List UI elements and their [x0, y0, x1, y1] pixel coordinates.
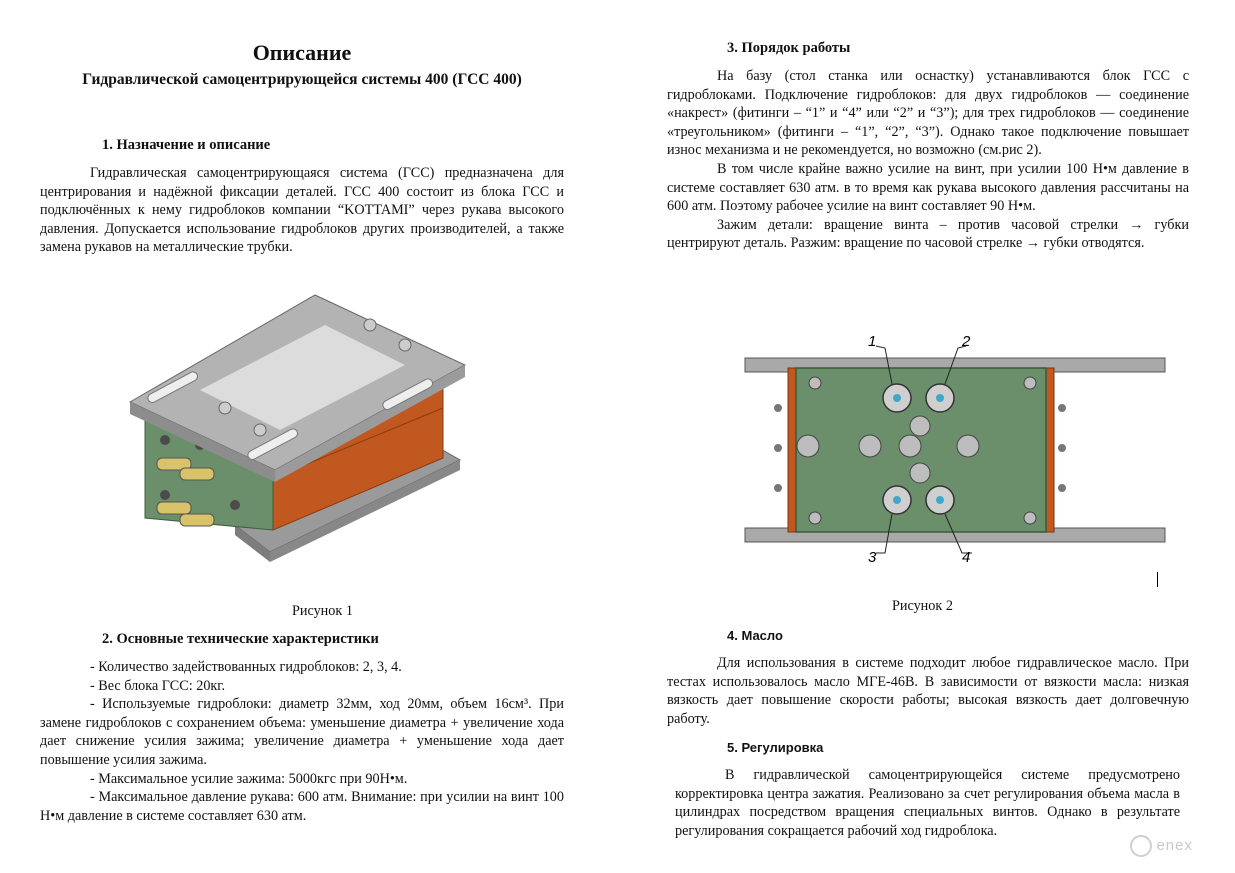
spec-item: - Вес блока ГСС: 20кг.: [90, 677, 226, 694]
watermark-text: enex: [1156, 836, 1193, 854]
section3-body: [667, 67, 1189, 253]
section2-list: [40, 658, 564, 825]
section4-text: Для использования в системе подходит любое гидравлическое масло. При тестах использовалось масло МГЕ-46В. В зависимости от вязкости масла: низкая вязкость дает повышение скорости работы; высокая вязкость дает долговечную работу.: [667, 655, 1189, 727]
document-subtitle: Гидравлической самоцентрирующейся системы 400 (ГСС 400): [82, 71, 522, 88]
section3-heading: 3. Порядок работы: [727, 40, 851, 56]
figure2-label-3: 3: [868, 549, 877, 566]
section3-paragraph-3: Зажим детали: вращение винта – против часовой стрелки → губки центрируют деталь. Разжим: вращение по часовой стрелке → губки отводятся.: [667, 216, 1189, 252]
spec-item: - Количество задействованных гидроблоков: 2, 3, 4.: [90, 659, 402, 675]
figure1-caption: Рисунок 1: [292, 603, 353, 619]
watermark-logo: [1130, 835, 1193, 857]
section2-heading: 2. Основные технические характеристики: [102, 631, 379, 647]
section3-paragraph-1: На базу (стол станка или оснастку) устанавливаются блок ГСС с гидроблоками. Подключение гидроблоков: для двух гидроблоков — соединение «накрест» (фитинги – “1” и “4” или “2” и “3”); для трех гидроблоков — соединение «треугольником» (фитинги – “1”, “2”, “3”). Однако такое подключение повышает износ механизма и не рекомендуется, но возможно (см.рис 2).: [667, 68, 1189, 159]
figure2-label-1: 1: [868, 333, 877, 350]
spec-item: - Максимальное давление рукава: 600 атм. Внимание: при усилии на винт 100 Н•м давление в системе составляет 630 атм.: [40, 789, 564, 824]
section5-text: В гидравлической самоцентрирующейся системе предусмотрено корректировка центра зажатия. Реализовано за счет регулирования объема масла в цилиндрах посредством вращения специальных винтов. Однако в результате регулирования сокращается рабочий ход гидроблока.: [675, 767, 1180, 839]
figure2-top-view-diagram: [740, 328, 1175, 570]
section4-heading: 4. Масло: [727, 628, 783, 643]
spec-item: - Используемые гидроблоки: диаметр 32мм, ход 20мм, объем 16см³. При замене гидроблоков с сохранением объема: уменьшение диаметра + увеличение хода дает снижение усилия зажима; увеличение диаметра + уменьшение хода дает повышение усилия зажима.: [40, 696, 564, 768]
watermark-ring-icon: [1130, 835, 1152, 857]
figure2-label-4: 4: [962, 549, 971, 566]
figure2-label-2: 2: [962, 333, 971, 350]
section1-heading: 1. Назначение и описание: [102, 137, 271, 153]
text-cursor: [1157, 572, 1158, 587]
section1-text: Гидравлическая самоцентрирующаяся система (ГСС) предназначена для центрирования и надёжной фиксации деталей. ГСС 400 состоит из блока ГСС и подключённых к нему гидроблоков компании “KOTTAMI” через рукава высокого давления. Допускается использование гидроблоков других производителей, а также замена рукавов на металлические трубки.: [40, 165, 564, 256]
figure2-caption: Рисунок 2: [892, 598, 953, 614]
spec-item: - Максимальное усилие зажима: 5000кгс при 90Н•м.: [90, 770, 408, 787]
document-title: Описание: [252, 40, 352, 65]
section5-heading: 5. Регулировка: [727, 740, 824, 755]
figure1-block-render: [125, 290, 470, 570]
section3-paragraph-2: В том числе крайне важно усилие на винт, при усилии 100 Н•м давление в системе составляет 630 атм. в то время как рукава высокого давления рассчитаны на 600 атм. Поэтому рабочее усилие на винт составляет 90 Н•м.: [667, 160, 1189, 215]
